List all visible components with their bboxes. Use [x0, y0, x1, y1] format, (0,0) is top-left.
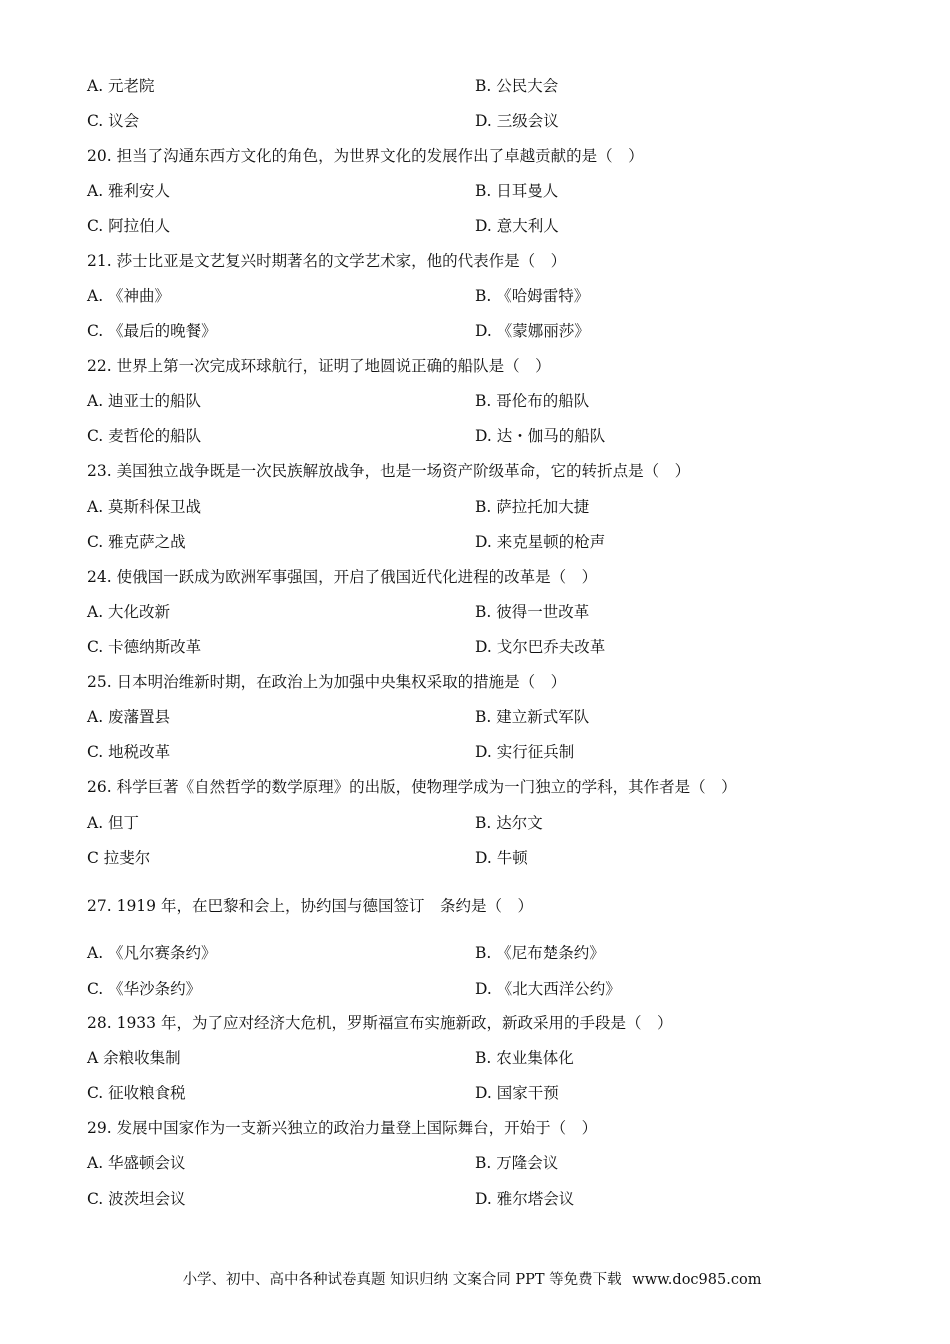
question-stem: 21. 莎士比亚是文艺复兴时期著名的文学艺术家，他的代表作是（ ）	[87, 252, 567, 270]
option-d: D. 牛顿	[475, 849, 528, 867]
question-stem: 23. 美国独立战争既是一次民族解放战争，也是一场资产阶级革命，它的转折点是（ ）	[87, 462, 691, 480]
option-b: B. 彼得一世改革	[475, 603, 590, 621]
option-c: C. 议会	[87, 112, 140, 130]
option-c: C. 卡德纳斯改革	[87, 638, 202, 656]
option-c: C. 阿拉伯人	[87, 217, 171, 235]
option-c: C. 波茨坦会议	[87, 1190, 186, 1208]
option-c: C. 麦哲伦的船队	[87, 427, 202, 445]
option-d: D. 来克星顿的枪声	[475, 533, 606, 551]
option-d: D. 实行征兵制	[475, 743, 575, 761]
question-stem: 20. 担当了沟通东西方文化的角色，为世界文化的发展作出了卓越贡献的是（ ）	[87, 147, 644, 165]
option-b: B. 萨拉托加大捷	[475, 498, 590, 516]
option-a: A. 《凡尔赛条约》	[87, 944, 217, 962]
question-stem: 27. 1919 年，在巴黎和会上，协约国与德国签订 条约是（ ）	[87, 897, 533, 915]
option-b: B. 《尼布楚条约》	[475, 944, 605, 962]
option-a: A. 莫斯科保卫战	[87, 498, 202, 516]
option-c: C. 雅克萨之战	[87, 533, 186, 551]
option-a: A. 废藩置县	[87, 708, 171, 726]
option-a: A. 大化改新	[87, 603, 171, 621]
question-stem: 28. 1933 年，为了应对经济大危机，罗斯福宣布实施新政，新政采用的手段是（ ）	[87, 1014, 673, 1032]
option-b: B. 农业集体化	[475, 1049, 574, 1067]
option-a: A. 雅利安人	[87, 182, 171, 200]
option-c: C. 地税改革	[87, 743, 171, 761]
option-a: A. 华盛顿会议	[87, 1154, 186, 1172]
option-d: D. 雅尔塔会议	[475, 1190, 575, 1208]
option-b: B. 建立新式军队	[475, 708, 590, 726]
question-stem: 26. 科学巨著《自然哲学的数学原理》的出版，使物理学成为一门独立的学科，其作者是（ ）	[87, 778, 737, 796]
question-stem: 25. 日本明治维新时期，在政治上为加强中央集权采取的措施是（ ）	[87, 673, 567, 691]
option-d: D. 国家干预	[475, 1084, 559, 1102]
page-footer	[0, 1268, 950, 1289]
option-c: C. 《最后的晚餐》	[87, 322, 217, 340]
question-stem: 29. 发展中国家作为一支新兴独立的政治力量登上国际舞台，开始于（ ）	[87, 1119, 598, 1137]
option-d: D. 《北大西洋公约》	[475, 980, 621, 998]
option-d: D. 意大利人	[475, 217, 559, 235]
option-d: D. 达・伽马的船队	[475, 427, 606, 445]
option-b: B. 万隆会议	[475, 1154, 559, 1172]
option-c: C 拉斐尔	[87, 849, 151, 867]
question-stem: 22. 世界上第一次完成环球航行，证明了地圆说正确的船队是（ ）	[87, 357, 551, 375]
option-d: D. 《蒙娜丽莎》	[475, 322, 590, 340]
option-a: A 余粮收集制	[87, 1049, 181, 1067]
option-b: B. 达尔文	[475, 814, 543, 832]
option-c: C. 《华沙条约》	[87, 980, 202, 998]
option-a: A. 迪亚士的船队	[87, 392, 202, 410]
option-b: B. 公民大会	[475, 77, 559, 95]
option-b: B. 哥伦布的船队	[475, 392, 590, 410]
question-stem: 24. 使俄国一跃成为欧洲军事强国，开启了俄国近代化进程的改革是（ ）	[87, 568, 598, 586]
option-a: A. 但丁	[87, 814, 140, 832]
option-a: A. 《神曲》	[87, 287, 171, 305]
option-d: D. 三级会议	[475, 112, 559, 130]
footer-text: 小学、初中、高中各种试卷真题 知识归纳 文案合同 PPT 等免费下载	[182, 1272, 622, 1288]
option-b: B. 《哈姆雷特》	[475, 287, 590, 305]
footer-link[interactable]: www.doc985.com	[632, 1272, 762, 1288]
option-c: C. 征收粮食税	[87, 1084, 186, 1102]
option-a: A. 元老院	[87, 77, 155, 95]
option-d: D. 戈尔巴乔夫改革	[475, 638, 606, 656]
option-b: B. 日耳曼人	[475, 182, 559, 200]
